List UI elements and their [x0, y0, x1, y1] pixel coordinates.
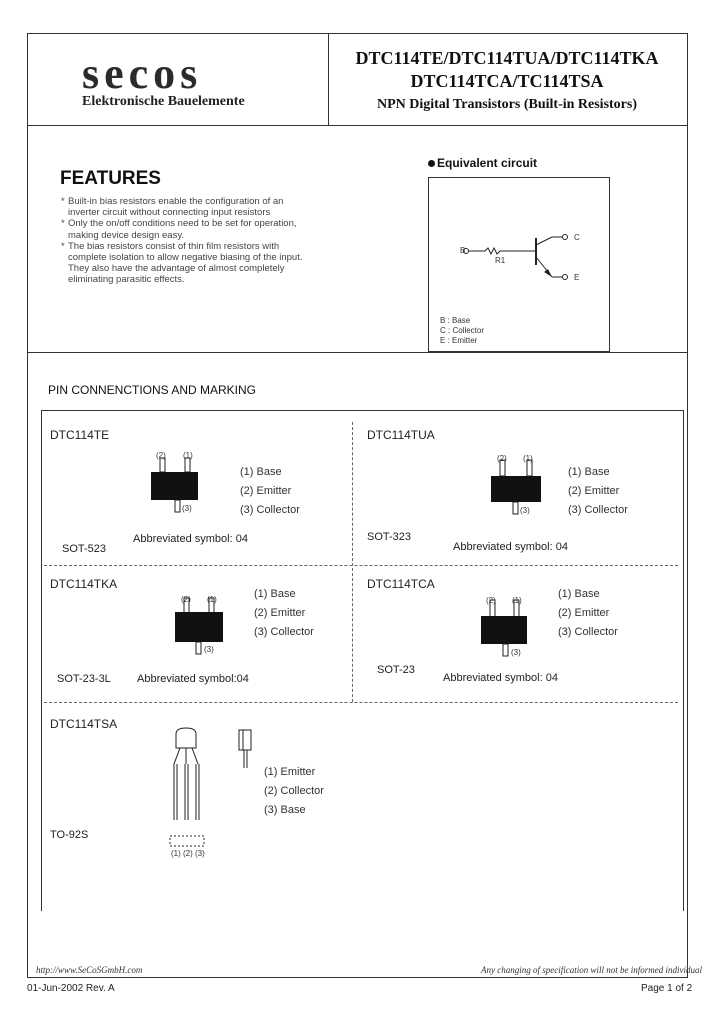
tsa-package-drawing [160, 724, 260, 864]
te-package-drawing [148, 450, 208, 520]
circuit-legend-collector: C : Collector [440, 326, 485, 335]
tsa-pin-labels: (1) (2) (3) [171, 849, 205, 858]
te-pin-label-2: (2) [156, 451, 166, 460]
circuit-label-e: E [574, 273, 580, 282]
equivalent-circuit-title: Equivalent circuit [437, 156, 538, 170]
te-pin-label-3: (3) [182, 504, 192, 513]
circuit-label-c: C [574, 233, 580, 242]
tca-part-name: DTC114TCA [367, 577, 435, 591]
grid-row-divider-1 [44, 565, 678, 566]
tka-pin-1: (1) Base [254, 588, 296, 600]
footer-url[interactable]: http://www.SeCoSGmbH.com [36, 965, 143, 975]
tca-pin-3: (3) Collector [558, 626, 618, 638]
feature-item: * Only the on/off conditions need to be set for operation, making device design easy. [61, 218, 311, 240]
company-logo: secos [82, 49, 203, 98]
tca-pin-label-3: (3) [511, 648, 521, 657]
tka-pin-2: (2) Emitter [254, 607, 306, 619]
te-marking: Abbreviated symbol: 04 [133, 533, 248, 545]
tsa-pin-3: (3) Base [264, 804, 306, 816]
features-bottom-rule [27, 352, 687, 353]
tua-pin-label-1: (1) [523, 454, 533, 463]
tua-pin-label-2: (2) [497, 454, 507, 463]
tua-pin-label-3: (3) [520, 506, 530, 515]
part-numbers-line2: DTC114TCA/TC114TSA [410, 71, 604, 91]
tka-pin-label-3: (3) [204, 645, 214, 654]
features-title: FEATURES [60, 168, 161, 189]
tca-pin-1: (1) Base [558, 588, 600, 600]
pin-connections-title: PIN CONNENCTIONS AND MARKING [48, 383, 257, 397]
tua-pin-2: (2) Emitter [568, 485, 620, 497]
footer-page: Page 1 of 2 [641, 983, 693, 994]
tca-pin-label-1: (1) [512, 596, 522, 605]
tua-marking: Abbreviated symbol: 04 [453, 541, 568, 553]
tua-pin-3: (3) Collector [568, 504, 628, 516]
tsa-pin-list [264, 763, 324, 820]
header-bottom-rule [27, 125, 687, 126]
te-pin-2: (2) Emitter [240, 485, 292, 497]
transistor-schematic [440, 225, 590, 290]
footer-date: 01-Jun-2002 Rev. A [27, 983, 115, 994]
tca-pin-list [558, 585, 618, 642]
tua-pin-list [568, 463, 628, 520]
tka-pin-label-1: (1) [207, 595, 217, 604]
grid-vertical-divider [352, 422, 353, 702]
device-description: NPN Digital Transistors (Built-in Resistors) [376, 97, 638, 112]
circuit-legend-emitter: E : Emitter [440, 336, 478, 345]
tca-marking: Abbreviated symbol: 04 [443, 672, 558, 684]
tka-pin-list [254, 585, 314, 642]
bullet-icon [428, 160, 435, 167]
tka-pin-3: (3) Collector [254, 626, 314, 638]
tua-part-name: DTC114TUA [367, 428, 435, 442]
tsa-package: TO-92S [50, 829, 89, 841]
circuit-label-b: B [460, 246, 466, 255]
feature-item: * Built-in bias resistors enable the configuration of an inverter circuit without connecting input resistors [61, 196, 311, 218]
te-part-name: DTC114TE [50, 428, 110, 442]
te-pin-3: (3) Collector [240, 504, 300, 516]
tka-part-name: DTC114TKA [50, 577, 118, 591]
te-package: SOT-523 [62, 543, 107, 555]
te-pin-1: (1) Base [240, 466, 282, 478]
tka-pin-label-2: (2) [181, 595, 191, 604]
feature-item: * The bias resistors consist of thin film resistors with complete isolation to allow negative biasing of the input. They also have the advantage of almost completely eliminating parasitic effects. [61, 241, 311, 286]
grid-row-divider-2 [44, 702, 678, 703]
circuit-legend-base: B : Base [440, 316, 471, 325]
part-numbers-line1: DTC114TE/DTC114TUA/DTC114TKA [355, 48, 659, 68]
tca-package: SOT-23 [377, 664, 415, 676]
tka-marking: Abbreviated symbol:04 [137, 673, 249, 685]
footer-notice: Any changing of specification will not be informed individual [481, 965, 702, 975]
tka-package: SOT-23-3L [57, 673, 111, 685]
company-name: Elektronische Bauelemente [82, 94, 245, 109]
circuit-label-r1: R1 [495, 256, 506, 265]
tsa-pin-1: (1) Emitter [264, 766, 316, 778]
te-pin-label-1: (1) [183, 451, 193, 460]
tsa-part-name: DTC114TSA [50, 717, 118, 731]
tca-pin-label-2: (2) [486, 596, 496, 605]
tsa-pin-2: (2) Collector [264, 785, 324, 797]
tua-package: SOT-323 [367, 531, 412, 543]
tca-pin-2: (2) Emitter [558, 607, 610, 619]
features-list [61, 196, 311, 286]
tua-pin-1: (1) Base [568, 466, 610, 478]
te-pin-list [240, 463, 300, 520]
